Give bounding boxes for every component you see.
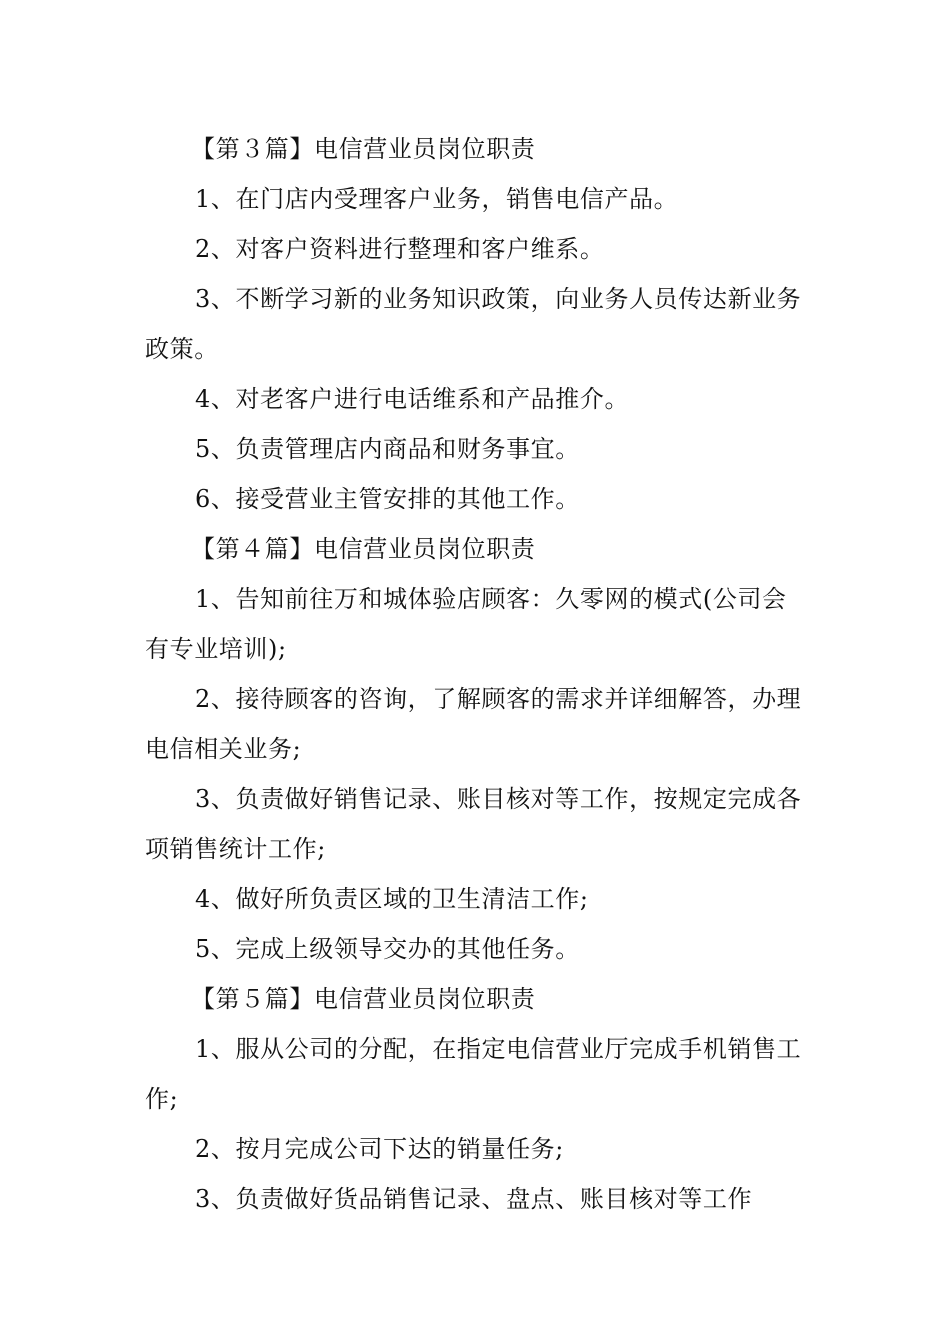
section-4-item-5: 5、完成上级领导交办的其他任务。 xyxy=(195,935,580,963)
section-4-item-1: 1、告知前往万和城体验店顾客：久零网的模式(公司会有专业培训); xyxy=(145,585,787,663)
section-5-item-2: 2、按月完成公司下达的销量任务; xyxy=(195,1135,564,1163)
section-4-item-2: 2、接待顾客的咨询，了解顾客的需求并详细解答，办理电信相关业务; xyxy=(145,685,802,763)
section-5-item-1: 1、服从公司的分配，在指定电信营业厅完成手机销售工作; xyxy=(145,1035,802,1113)
section-3-item-5: 5、负责管理店内商品和财务事宜。 xyxy=(195,435,580,463)
section-5-item-3: 3、负责做好货品销售记录、盘点、账目核对等工作 xyxy=(195,1185,753,1213)
section-title-3: 【第３篇】电信营业员岗位职责 xyxy=(191,135,536,163)
document-body xyxy=(145,124,810,1224)
section-3-item-3: 3、不断学习新的业务知识政策，向业务人员传达新业务政策。 xyxy=(145,285,802,363)
section-3-item-2: 2、对客户资料进行整理和客户维系。 xyxy=(195,235,605,263)
section-3-item-4: 4、对老客户进行电话维系和产品推介。 xyxy=(195,385,630,413)
section-title-5: 【第５篇】电信营业员岗位职责 xyxy=(191,985,536,1013)
section-title-4: 【第４篇】电信营业员岗位职责 xyxy=(191,535,536,563)
section-4-item-3: 3、负责做好销售记录、账目核对等工作，按规定完成各项销售统计工作; xyxy=(145,785,802,863)
section-3-item-1: 1、在门店内受理客户业务，销售电信产品。 xyxy=(195,185,679,213)
section-3-item-6: 6、接受营业主管安排的其他工作。 xyxy=(195,485,580,513)
section-4-item-4: 4、做好所负责区域的卫生清洁工作; xyxy=(195,885,589,913)
